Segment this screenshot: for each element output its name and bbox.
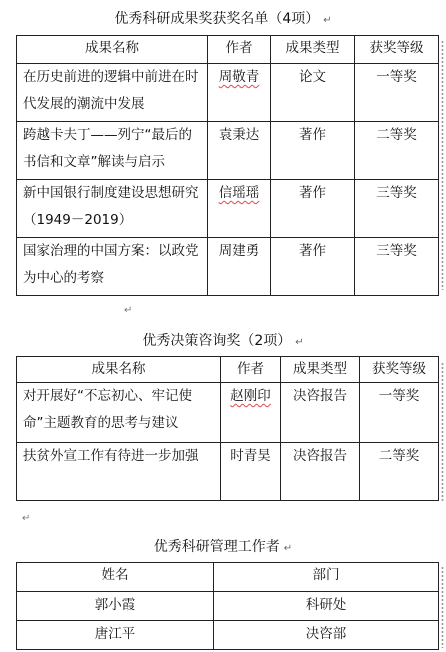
author-name: 周敬青 xyxy=(218,69,260,85)
work-type: 论文 xyxy=(271,64,355,122)
section3-title-text: 优秀科研管理工作者 xyxy=(153,539,280,555)
column-header: 获奖等级 xyxy=(360,357,439,383)
award-level: 三等奖 xyxy=(355,180,439,238)
author-name: 赵刚印 xyxy=(230,388,271,404)
column-header: 成果类型 xyxy=(271,36,355,64)
table-row xyxy=(17,383,439,443)
table-row xyxy=(17,180,439,238)
paragraph-mark-icon: ↵ xyxy=(283,543,293,554)
award-level: 一等奖 xyxy=(355,64,439,122)
work-type: 决咨报告 xyxy=(281,443,360,501)
staff-name: 郭小霞 xyxy=(17,592,214,621)
table-row xyxy=(17,64,439,122)
paragraph-mark-icon: ↵ xyxy=(124,305,133,316)
column-header: 姓名 xyxy=(17,563,214,592)
work-type: 决咨报告 xyxy=(281,383,360,443)
table-header-row xyxy=(17,357,439,383)
section3-title xyxy=(0,538,446,558)
author-name: 周建勇 xyxy=(208,238,271,296)
table-header-row xyxy=(17,563,439,592)
staff-department: 科研处 xyxy=(214,592,439,621)
section1-title xyxy=(0,10,446,30)
award-level: 一等奖 xyxy=(360,383,439,443)
column-header: 成果名称 xyxy=(17,36,208,64)
column-header: 部门 xyxy=(214,563,439,592)
table-header-row xyxy=(17,36,439,64)
work-title: 新中国银行制度建设思想研究（1949－2019） xyxy=(17,180,208,238)
paragraph-mark-icon: ↵ xyxy=(323,15,332,26)
table-row xyxy=(17,238,439,296)
column-header: 作者 xyxy=(221,357,281,383)
award-level: 二等奖 xyxy=(355,122,439,180)
award-level: 二等奖 xyxy=(360,443,439,501)
work-type: 著作 xyxy=(271,122,355,180)
margin-marks xyxy=(441,566,444,648)
column-header: 作者 xyxy=(208,36,271,64)
table-row xyxy=(17,592,439,621)
author-name: 信瑶瑶 xyxy=(218,185,260,201)
work-title: 国家治理的中国方案：以政党为中心的考察 xyxy=(17,238,208,296)
paragraph-mark-icon: ↵ xyxy=(22,513,31,524)
author-name: 袁秉达 xyxy=(208,122,271,180)
work-title: 扶贫外宣工作有待进一步加强 xyxy=(17,443,221,501)
column-header: 获奖等级 xyxy=(355,36,439,64)
staff-department: 决咨部 xyxy=(214,621,439,650)
work-title: 对开展好“不忘初心、牢记使命”主题教育的思考与建议 xyxy=(17,383,221,443)
column-header: 成果类型 xyxy=(281,357,360,383)
margin-marks xyxy=(441,362,444,502)
work-type: 著作 xyxy=(271,238,355,296)
author-name: 时青昊 xyxy=(221,443,281,501)
staff-name: 唐江平 xyxy=(17,621,214,650)
section2-title xyxy=(0,332,446,352)
paragraph-mark-icon: ↵ xyxy=(295,337,304,348)
staff-table xyxy=(16,562,439,650)
award-level: 三等奖 xyxy=(355,238,439,296)
column-header: 成果名称 xyxy=(17,357,221,383)
awards-table-consulting xyxy=(16,356,439,501)
table-row xyxy=(17,443,439,501)
awards-table-research xyxy=(16,35,439,296)
work-type: 著作 xyxy=(271,180,355,238)
table-row xyxy=(17,621,439,650)
work-title: 在历史前进的逻辑中前进在时代发展的潮流中发展 xyxy=(17,64,208,122)
work-title: 跨越卡夫丁——列宁“最后的书信和文章”解读与启示 xyxy=(17,122,208,180)
table-row xyxy=(17,122,439,180)
section2-title-text: 优秀决策咨询奖（2项） xyxy=(142,333,292,349)
margin-marks xyxy=(441,40,444,290)
section1-title-text: 优秀科研成果奖获奖名单（4项） xyxy=(114,11,320,27)
